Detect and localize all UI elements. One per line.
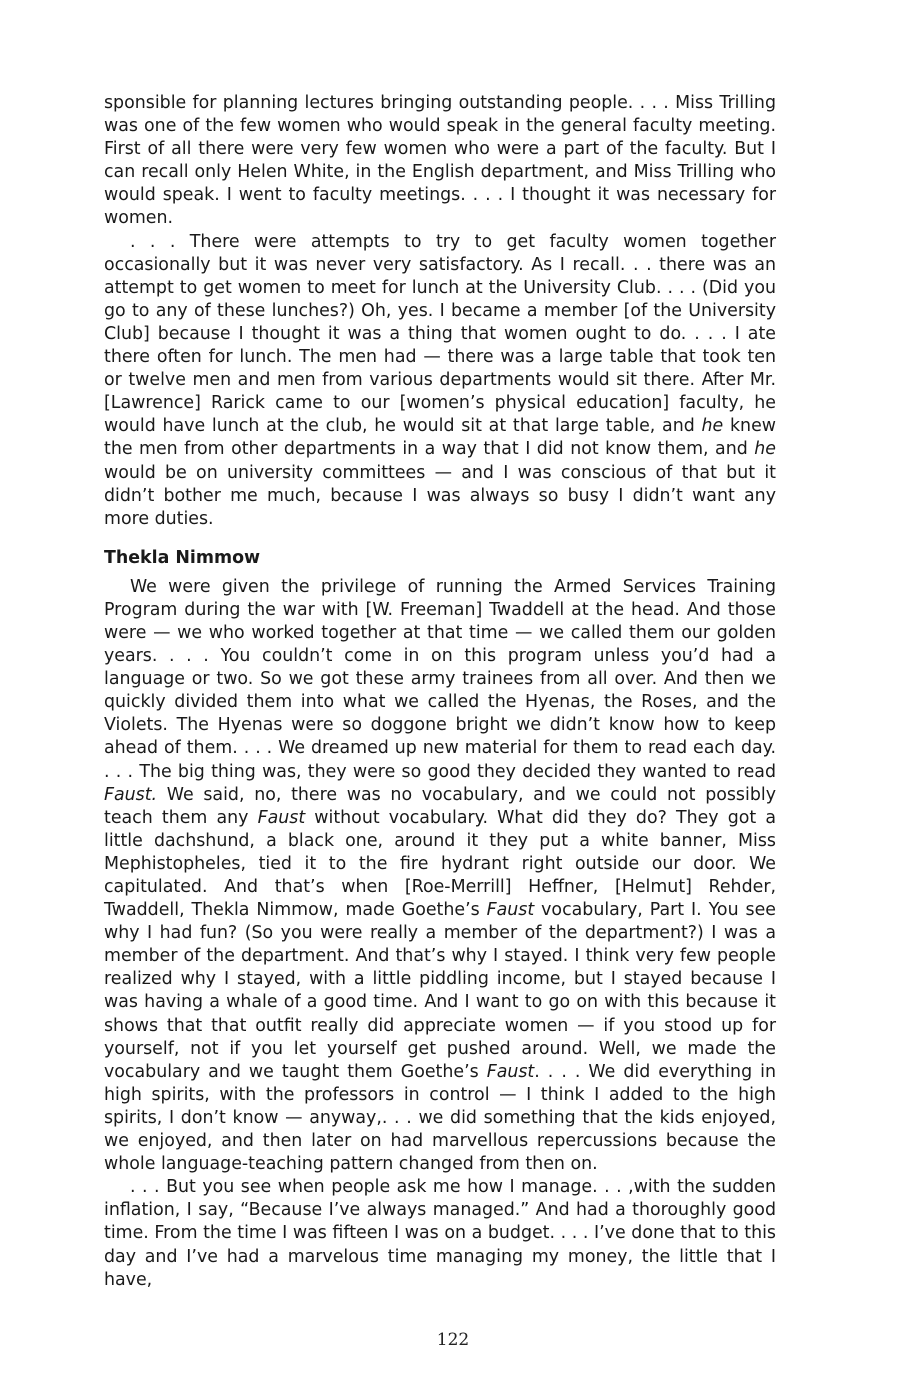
paragraph-text: . . . But you see when people ask me how I manage. . . ,with the sudden inflation, I say, “Because I’ve always managed.” And had a thoroughly good time. From the time I was fifteen I was on a budget. . . . I’ve done that to this day and I’ve had a marvelous time managing my money, the little that I have, [104, 1177, 776, 1290]
paragraph-text: vocabulary, Part I. You see why I had fun? (So you were really a member of the department?) I was a member of the department. And that’s why I stayed. I think very few people realized why I stayed, with a little piddling income, but I stayed because I was having a whale of a good time. And I want to go on with this because it shows that that outfit really did appreciate women — if you stood up for yourself, not if you let yourself get pushed around. Well, we made the vocabulary and we taught them Goethe’s [104, 900, 777, 1082]
italic-text: Faust. [104, 784, 158, 805]
paragraph [104, 1176, 776, 1291]
italic-text: he [754, 439, 776, 460]
paragraph [104, 92, 776, 231]
paragraph [104, 231, 776, 531]
italic-text: Faust [486, 1061, 535, 1082]
paragraph-text: We were given the privilege of running the Armed Services Training Program during the war with [W. Freeman] Twaddell at the head. And those were — we who worked together at that time — we called them our golden years. . . . You couldn’t come in on this program unless you’d had a language or two. So we got these army trainees from all over. And then we quickly divided them into what we called the Hyenas, the Roses, and the Violets. The Hyenas were so doggone bright we didn’t know how to keep ahead of them. . . . We dreamed up new material for them to read each day. . . . The big thing was, they were so good they decided they wanted to read [104, 576, 776, 782]
page-body [104, 92, 776, 1292]
paragraph-text: sponsible for planning lectures bringing outstanding people. . . . Miss Trilling was one of the few women who would speak in the general faculty meeting. First of all there were very few women who were a part of the faculty. But I can recall only Helen White, in the English department, and Miss Trilling who would speak. I went to faculty meetings. . . . I thought it was necessary for women. [104, 93, 776, 229]
paragraph-text: would be on university committees — and I was conscious of that but it didn’t bother me much, because I was always so busy I didn’t want any more duties. [104, 462, 776, 529]
paragraph-text: without vocabulary. What did they do? They got a little dachshund, a black one, around it they put a white banner, Miss Mephistopheles, tied it to the fire hydrant right outside our door. We capitulated. And that’s when [Roe-Merrill] Heffner, [Helmut] Rehder, Twaddell, Thekla Nimmow, made Goethe’s [104, 807, 776, 921]
paragraph-text: . . . . We did everything in high spirits, with the professors in control — I think I added to the high spirits, I don’t know — anyway,. . . we did something that the kids enjoyed, we enjoyed, and then later on had marvellous repercussions because the whole language-teaching pattern changed from then on. [104, 1061, 776, 1175]
section-heading: Thekla Nimmow [104, 547, 261, 568]
page-number: 122 [436, 1330, 470, 1350]
paragraph-text: We said, no, there was no vocabulary, and we could not possibly teach them any [104, 784, 776, 828]
paragraph [104, 576, 776, 1176]
paragraph-text: . . . There were attempts to try to get faculty women together occasionally but it was never very satisfactory. As I recall. . . there was an attempt to get women to meet for lunch at the University Club. . . . (Did you go to any of these lunches?) Oh, yes. I became a member [of the University Club] because I thought it was a thing that women ought to do. . . . I ate there often for lunch. The men had — there was a large table that took ten or twelve men and men from various departments would sit there. After Mr. [Lawrence] Rarick came to our [women’s physical education] faculty, he would have lunch at the club, he would sit at that large table, and [104, 231, 776, 437]
paragraphs-top [104, 92, 776, 531]
paragraph-text: knew the men from other departments in a way that I did not know them, and [104, 416, 776, 460]
italic-text: Faust [257, 807, 306, 828]
italic-text: he [701, 416, 724, 437]
italic-text: Faust [486, 900, 535, 921]
paragraphs-section [104, 576, 776, 1292]
